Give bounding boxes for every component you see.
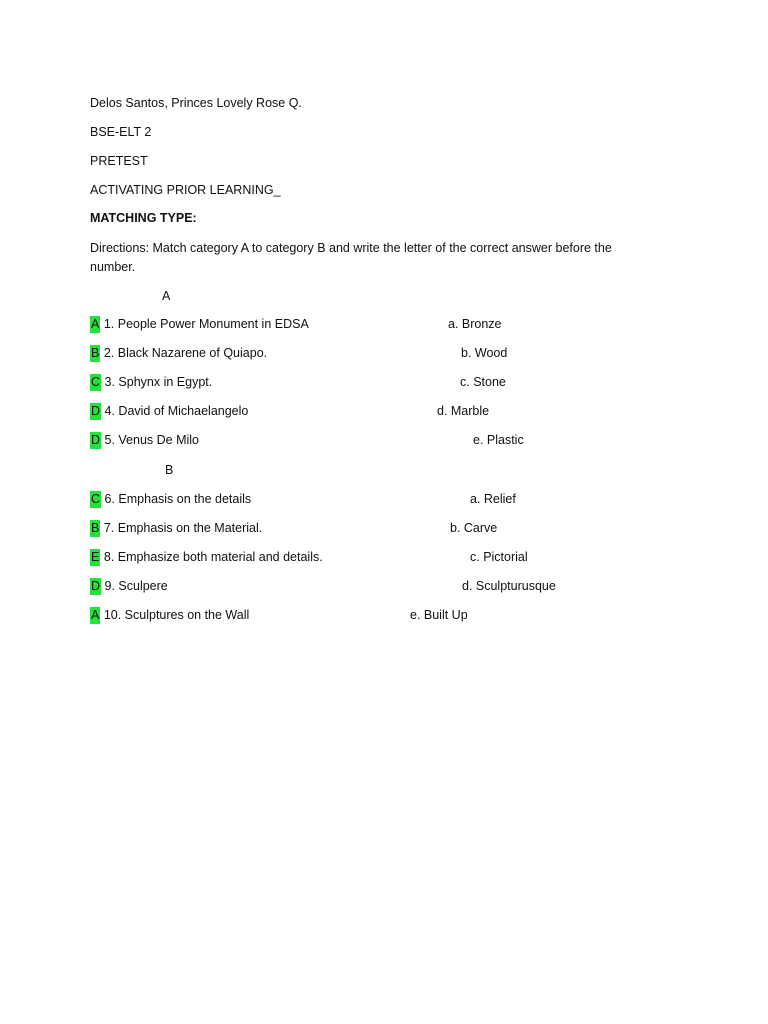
directions-text: Directions: Match category A to category B and write the letter of the correct answer before the number. [90, 241, 612, 274]
answer-highlight: B [91, 346, 100, 360]
answer-row [90, 432, 730, 450]
choice-text: b. Wood [461, 346, 508, 360]
answer-highlight: E [91, 550, 100, 564]
item-text: 8. Emphasize both material and details. [103, 550, 323, 564]
answer-row [90, 491, 730, 509]
item-text: 3. Sphynx in Egypt. [104, 375, 213, 389]
answer-row [90, 345, 730, 363]
item-text: 9. Sculpere [104, 579, 168, 593]
answer-highlight: B [91, 521, 100, 535]
answer-row [90, 578, 730, 596]
test-type-heading: MATCHING TYPE: [90, 211, 197, 225]
answer-row [90, 374, 730, 392]
item-text: 10. Sculptures on the Wall [103, 608, 250, 622]
answer-highlight: A [91, 317, 100, 331]
answer-highlight: A [91, 608, 100, 622]
choice-text: d. Sculpturusque [462, 579, 556, 593]
test-title: PRETEST [90, 154, 148, 168]
item-text-group [90, 549, 323, 566]
item-text-group [90, 578, 168, 595]
choice-text: e. Built Up [410, 608, 468, 622]
item-text: 7. Emphasis on the Material. [103, 521, 263, 535]
choice-text: d. Marble [437, 404, 490, 418]
answer-highlight: C [91, 492, 101, 506]
choice-text: e. Plastic [473, 433, 524, 447]
item-text: 1. People Power Monument in EDSA [103, 317, 309, 331]
item-text-group [90, 403, 248, 420]
choice-text: c. Pictorial [470, 550, 528, 564]
item-text-group [90, 374, 212, 391]
item-text: 2. Black Nazarene of Quiapo. [103, 346, 268, 360]
section-a-heading: A [162, 289, 171, 303]
item-text: 4. David of Michaelangelo [104, 404, 249, 418]
answer-highlight: D [91, 579, 101, 593]
item-text: 6. Emphasis on the details [104, 492, 252, 506]
item-text-group [90, 607, 249, 624]
answer-row [90, 607, 730, 625]
course-section: BSE-ELT 2 [90, 125, 152, 139]
answer-highlight: D [91, 433, 101, 447]
section-b-heading: B [165, 463, 174, 477]
answer-row [90, 316, 730, 334]
choice-text: c. Stone [460, 375, 506, 389]
activity-title: ACTIVATING PRIOR LEARNING_ [90, 183, 281, 197]
answer-highlight: C [91, 375, 101, 389]
item-text-group [90, 345, 267, 362]
item-text: 5. Venus De Milo [104, 433, 200, 447]
choice-text: a. Bronze [448, 317, 502, 331]
answer-highlight: D [91, 404, 101, 418]
choice-text: a. Relief [470, 492, 516, 506]
answer-row [90, 549, 730, 567]
choice-text: b. Carve [450, 521, 498, 535]
item-text-group [90, 520, 262, 537]
item-text-group [90, 432, 199, 449]
answer-row [90, 403, 730, 421]
answer-row [90, 520, 730, 538]
item-text-group [90, 316, 309, 333]
item-text-group [90, 491, 251, 508]
student-name: Delos Santos, Princes Lovely Rose Q. [90, 96, 302, 110]
